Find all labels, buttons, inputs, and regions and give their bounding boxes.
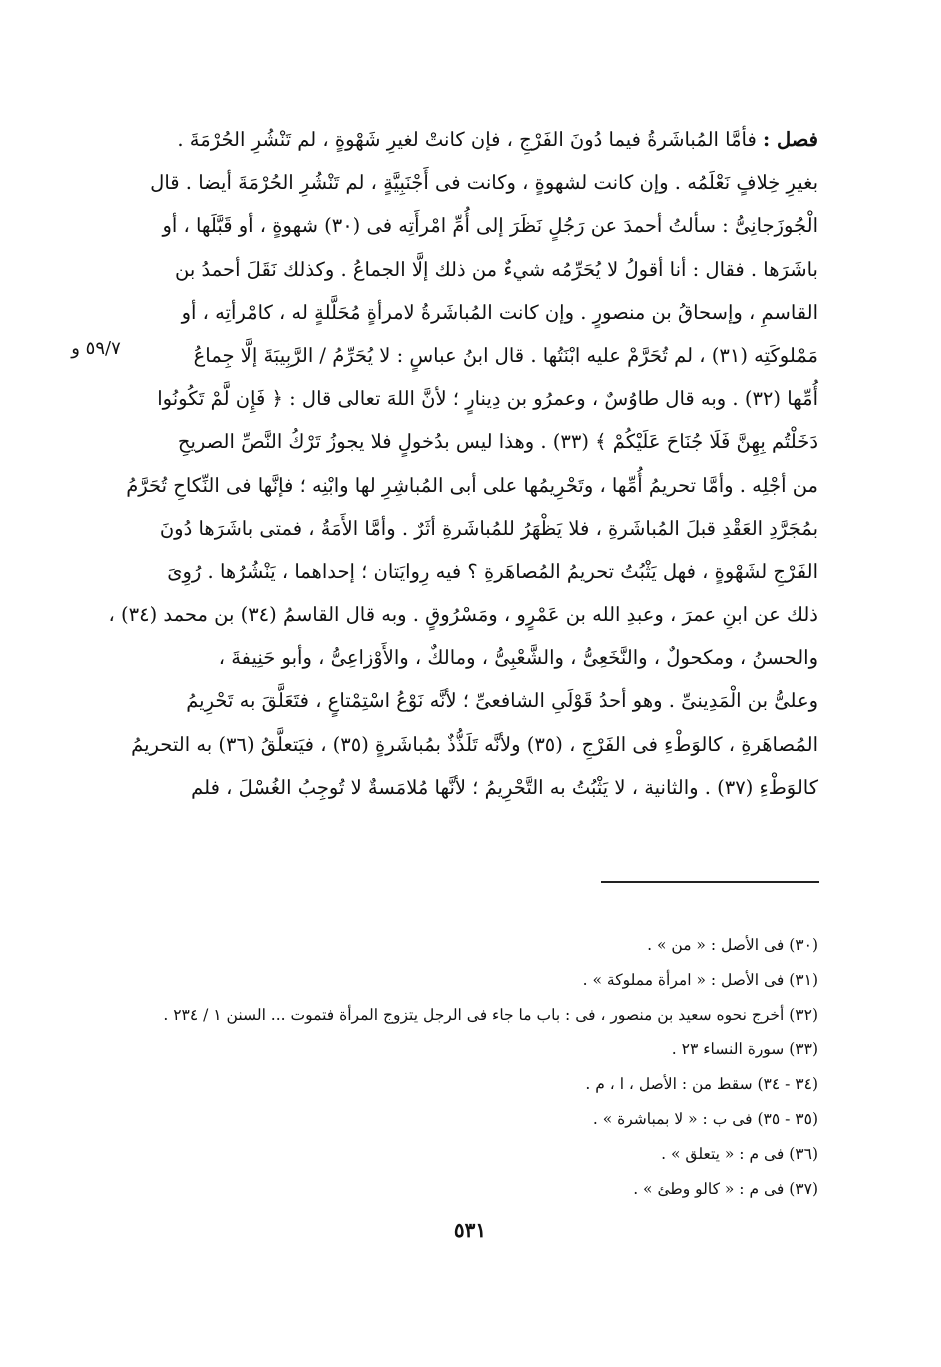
text-line: الْجُوزَجانِىُّ : سألتُ أحمدَ عن رَجُلٍ نَظَرَ إلى أُمِّ امْرأَتِه فى (٣٠) شهوةٍ ، أو قَبَّلَها ، أو	[162, 214, 818, 238]
manuscript-folio-reference: ٥٩/٧ و	[71, 338, 121, 359]
text-line	[150, 118, 818, 161]
text-line: بمُجَرَّدِ العَقْدِ قبلَ المُباشَرةِ ، فلا يَظْهَرُ للمُباشَرةِ أثَرٌ . وأمَّا الأَمَةُ ، فمتى باشَرَها دُونَ	[159, 516, 818, 540]
text-line: المُصاهَرةِ ، كالوَطْءِ فى الفَرْجِ ، (٣٥) ولأنَّه تَلَذُّذٌ بمُباشَرةٍ (٣٥) ، فيَتعلَّقُ (٣٦) به التحريمُ	[131, 732, 818, 756]
text-line: باشَرَها . فقال : أنا أقولُ لا يُحَرِّمُه شيءٌ من ذلك إلَّا الجماعُ . وكذلك نَقَلَ أحمدُ بن	[175, 257, 818, 281]
page-number: ٥٣١	[453, 1218, 487, 1242]
main-text	[108, 118, 818, 809]
footnote: (٣٦) فى م : « يتعلق » .	[661, 1144, 818, 1163]
text-line: من أجْلِه . وأمَّا تحريمُ أُمِّها ، وتَحْرِيمُها على أبى المُباشِرِ لها وابْنِه ؛ فإنَّها فى النِّكاحِ تُحَرَّمُ	[126, 473, 818, 497]
footnote: (٣١) فى الأصل : « امرأة مملوكة » .	[582, 970, 818, 989]
text-line: القاسمِ ، وإسحاقُ بن منصورٍ . وإن كانت المُباشَرةُ لامرأةٍ مُحَلَّلةٍ له ، كامْرأتِه ، أو	[181, 300, 818, 324]
footnotes	[150, 928, 818, 1206]
text-line: ذلك عن ابنِ عمرَ ، وعبدِ الله بن عَمْرٍو ، ومَسْرُوقٍ . وبه قال القاسمُ (٣٤) بن محمد (٣٤) ،	[108, 603, 818, 627]
text-line: والحسنُ ، ومكحولٌ ، والنَّخَعِىُّ ، والشَّعْبِىُّ ، ومالكٌ ، والأَوْزاعِىُّ ، وأبو حَنِيفةَ ،	[218, 646, 818, 670]
text-line: كالوَطْءِ (٣٧) . والثانية ، لا يَثْبُتُ به التَّحْرِيمُ ؛ لأنَّها مُلامَسةٌ لا تُوجِبُ الغُسْلَ ، فلم	[191, 775, 818, 799]
footnote: (٣٣) سورة النساء ٢٣ .	[671, 1040, 818, 1059]
text-line: أُمِّها (٣٢) . وبه قال طاوُسٌ ، وعمرُو بن دِينارٍ ؛ لأنَّ اللهَ تعالى قال : ﴿ فَإِن لَّمْ تَكُونُوا	[157, 387, 818, 411]
text-line: مَمْلوكَتِه (٣١) ، لم تُحَرَّمْ عليه ابْنَتُها . قال ابنُ عباسٍ : لا يُحَرِّمُ / الرَّبِيبَةَ إلَّا جِماعُ	[193, 343, 818, 367]
footnote: (٣٥ - ٣٥) فى ب : « لا بمباشرة » .	[592, 1109, 818, 1128]
text-line: الفَرْجِ لشَهْوةٍ ، فهل يَثْبُتُ تحريمُ المُصاهَرةِ ؟ فيه رِوايَتان ؛ إحداهما ، يَنْشُرُها . رُوِىَ	[167, 559, 818, 583]
text-line: وعلىُّ بن الْمَدِينىِّ . وهو أحدُ قَوْلَىِ الشافعىِّ ؛ لأنَّه نَوْعُ اسْتِمْتاعٍ ، فتَعَلَّقَ به تَحْرِيمُ	[186, 689, 818, 713]
text-line: دَخَلْتُم بِهِنَّ فَلَا جُنَاحَ عَلَيْكُمْ ﴾ (٣٣) . وهذا ليس بدُخولٍ فلا يجوزُ تَرْكُ النَّصِّ الصريحِ	[177, 430, 818, 454]
footnote: (٣٠) فى الأصل : « من » .	[647, 936, 818, 954]
footnote: (٣٢) أخرج نحوه سعيد بن منصور ، فى : باب ما جاء فى الرجل يتزوج المرأة فتموت ... السنن ١ / ٢٣٤ .	[163, 1005, 818, 1024]
section-heading: فصل :	[763, 128, 818, 151]
text-line-content: فأمَّا المُباشَرةُ فيما دُونَ الفَرْجِ ، فإن كانتْ لغيرِ شَهْوةٍ ، لم تَنْشُرِ الحُرْمَةَ .	[177, 128, 757, 151]
text-line: بغيرِ خِلافٍ نَعْلَمُه . وإن كانت لشهوةٍ ، وكانت فى أَجْنَبِيَّةٍ ، لم تَنْشُرِ الحُرْمَةَ أيضا . قال	[150, 171, 818, 195]
footnote-separator	[601, 881, 819, 883]
footnote: (٣٧) فى م : « كالو وطئ » .	[633, 1179, 818, 1198]
footnote: (٣٤ - ٣٤) سقط من : الأصل ، ا ، م .	[585, 1075, 818, 1094]
